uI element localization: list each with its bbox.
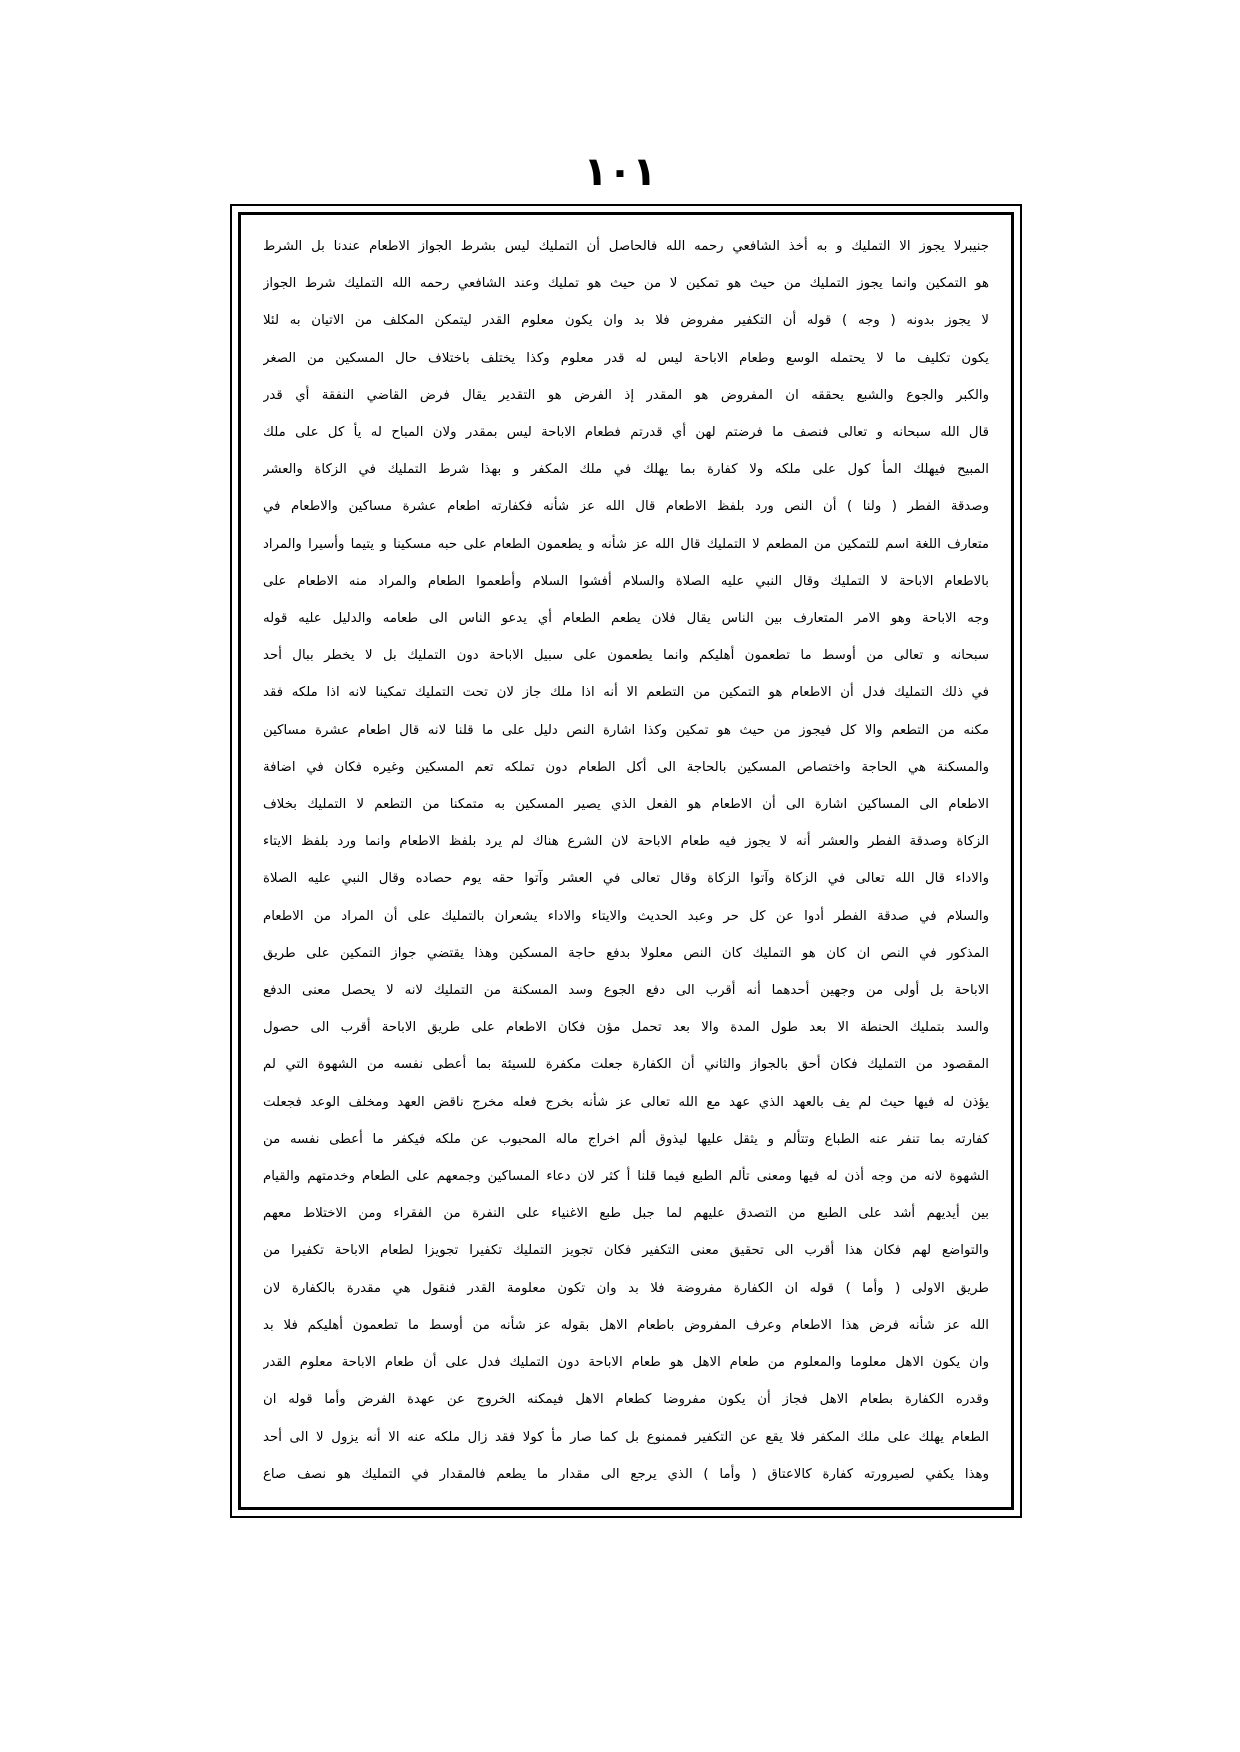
text-line: وان يكون الاهل معلوما والمعلوم من طعام الاهل هو طعام الاباحة دون التمليك فدل على أن طعام الاباحة معلوم القدر bbox=[263, 1355, 989, 1371]
page-frame-inner bbox=[238, 212, 1014, 1510]
text-line: بالاطعام الاباحة لا التمليك وقال النبي عليه الصلاة والسلام أفشوا السلام وأطعموا الطعام والمراد منه الاطعام على bbox=[263, 573, 989, 589]
text-line: متعارف اللغة اسم للتمكين من المطعم لا التمليك قال الله عز شأنه و يطعمون الطعام على حبه مسكينا و يتيما وأسيرا والمراد bbox=[263, 536, 989, 552]
text-line: جنيبرلا يجوز الا التمليك و به أخذ الشافعي رحمه الله فالحاصل أن التمليك ليس بشرط الجواز الاطعام عندنا بل الشرط bbox=[263, 239, 989, 254]
text-block bbox=[263, 229, 989, 1493]
text-line: الاطعام الى المساكين اشارة الى أن الاطعام هو الفعل الذي يصير المسكين به متمكنا من التطعم لا التمليك بخلاف bbox=[263, 797, 989, 813]
text-line: في ذلك التمليك فدل أن الاطعام هو التمكين من التطعم الا أنه اذا ملك جاز لان تحت التمليك تمكينا لانه اذا ملكه فقد bbox=[263, 685, 989, 701]
text-line: المذكور في النص ان كان هو التمليك كان النص معلولا بدفع حاجة المسكين وهذا يقتضي جواز التمكين على طريق bbox=[263, 945, 989, 961]
text-line: بين أيديهم أشد على الطبع من التصدق عليهم لما جبل طبع الاغنياء على النفرة من الفقراء ومن الاختلاط معهم bbox=[263, 1206, 989, 1222]
text-line: والكبر والجوع والشبع يحققه ان المفروض هو المقدر إذ الفرض هو التقدير يقال فرض القاضي النفقة أي قدر bbox=[263, 387, 989, 403]
text-line: الشهوة لانه من وجه أذن له فيها ومعنى تألم الطبع فيما قلنا أ كثر لان دعاء المساكين وجمعهم على الطعام وخدمتهم والقيام bbox=[263, 1169, 989, 1185]
page-number: ١٠١ bbox=[583, 149, 657, 195]
text-line: وقدره الكفارة بطعام الاهل فجاز أن يكون مفروضا كطعام الاهل فيمكنه الخروج عن عهدة الفرض وأما قوله ان bbox=[263, 1392, 989, 1408]
text-line: سبحانه و تعالى من أوسط ما تطعمون أهليكم وانما يطعمون على سبيل الاباحة دون التمليك بل لا يخطر ببال أحد bbox=[263, 648, 989, 664]
text-line: يؤذن له فيها حيث لم يف بالعهد الذي عهد مع الله تعالى عز شأنه بخرج فعله مخرج ناقض العهد ومخلف الوعد فجعلت bbox=[263, 1094, 989, 1110]
text-line: والسلام في صدقة الفطر أدوا عن كل حر وعبد الحديث والايتاء والاداء يشعران بالتمليك على أن المراد من الاطعام bbox=[263, 908, 989, 924]
text-line: والاداء قال الله تعالى في الزكاة وآتوا الزكاة وقال تعالى في العشر وآتوا حقه يوم حصاده وقال النبي عليه الصلاة bbox=[263, 871, 989, 887]
page-frame bbox=[230, 204, 1022, 1518]
text-line: الطعام يهلك على ملك المكفر فلا يقع عن التكفير فممنوع بل كما صار مأ كولا فقد زال ملكه عنه الا أنه يزول لا الى أحد bbox=[263, 1429, 989, 1445]
text-line: المبيح فيهلك المأ كول على ملكه ولا كفارة بما يهلك في ملك المكفر و بهذا شرط التمليك في الزكاة والعشر bbox=[263, 462, 989, 478]
text-line: الاباحة بل أولى من وجهين أحدهما أنه أقرب الى دفع الجوع وسد المسكنة من التمليك لانه لا يحصل معنى الدفع bbox=[263, 983, 989, 999]
text-line: الزكاة وصدقة الفطر والعشر أنه لا يجوز فيه طعام الاباحة لان الشرع هناك لم يرد بلفظ الاطعام وانما ورد بلفظ الايتاء bbox=[263, 834, 989, 850]
text-line: والسد بتمليك الحنطة الا بعد طول المدة والا بعد تحمل مؤن فكان الاطعام على طريق الاباحة أقرب الى حصول bbox=[263, 1020, 989, 1036]
text-line: وجه الاباحة وهو الامر المتعارف بين الناس يقال فلان يطعم الطعام أي يدعو الناس الى طعامه والدليل عليه قوله bbox=[263, 611, 989, 627]
text-line: كفارته بما تنفر عنه الطباع وتتألم و يثقل عليها ليذوق ألم اخراج ماله المحبوب عن ملكه فيكفر ما أعطى نفسه من bbox=[263, 1131, 989, 1147]
text-line: وصدقة الفطر ( ولنا ) أن النص ورد بلفظ الاطعام قال الله عز شأنه فكفارته اطعام عشرة مساكين والاطعام في bbox=[263, 499, 989, 515]
text-line: يكون تكليف ما لا يحتمله الوسع وطعام الاباحة ليس له قدر معلوم وكذا يختلف باختلاف حال المسكين من الصغر bbox=[263, 350, 989, 366]
text-line: الله عز شأنه فرض هذا الاطعام وعرف المفروض باطعام الاهل بقوله عز شأنه من أوسط ما تطعمون أهليكم فلا بد bbox=[263, 1317, 989, 1333]
text-line: المقصود من التمليك فكان أحق بالجواز والثاني أن الكفارة جعلت مكفرة للسيئة بما أعطى نفسه من الشهوة التي لم bbox=[263, 1057, 989, 1073]
text-line: والتواضع لهم فكان هذا أقرب الى تحقيق معنى التكفير فكان تجويز التمليك تكفيرا تجويزا لطعام الاباحة تكفيرا من bbox=[263, 1243, 989, 1259]
text-line: طريق الاولى ( وأما ) قوله ان الكفارة مفروضة فلا بد وان تكون معلومة القدر فنقول هي مقدرة بالكفارة لان bbox=[263, 1280, 989, 1296]
text-line: مكنه من التطعم والا كل فيجوز من حيث هو تمكين وكذا اشارة النص دليل على ما قلنا لانه قال اطعام عشرة مساكين bbox=[263, 722, 989, 738]
text-line: لا يجوز بدونه ( وجه ) قوله أن التكفير مفروض فلا بد وان يكون معلوم القدر ليتمكن المكلف من الاتيان به لئلا bbox=[263, 313, 989, 329]
text-line: هو التمكين وانما يجوز التمليك من حيث هو تمكين لا من حيث هو تمليك وعند الشافعي رحمه الله التمليك شرط الجواز bbox=[263, 276, 989, 292]
text-line: قال الله سبحانه و تعالى فنصف ما فرضتم لهن أي قدرتم فطعام الاباحة ليس بمقدر ولان المباح له يأ كل على ملك bbox=[263, 425, 989, 441]
text-line: والمسكنة هي الحاجة واختصاص المسكين بالحاجة الى أكل الطعام دون تملكه تعم المسكين وغيره فكان في اضافة bbox=[263, 759, 989, 775]
text-line: وهذا يكفي لصيرورته كفارة كالاعتاق ( وأما ) الذي يرجع الى مقدار ما يطعم فالمقدار في التمليك هو نصف صاع bbox=[263, 1466, 989, 1482]
